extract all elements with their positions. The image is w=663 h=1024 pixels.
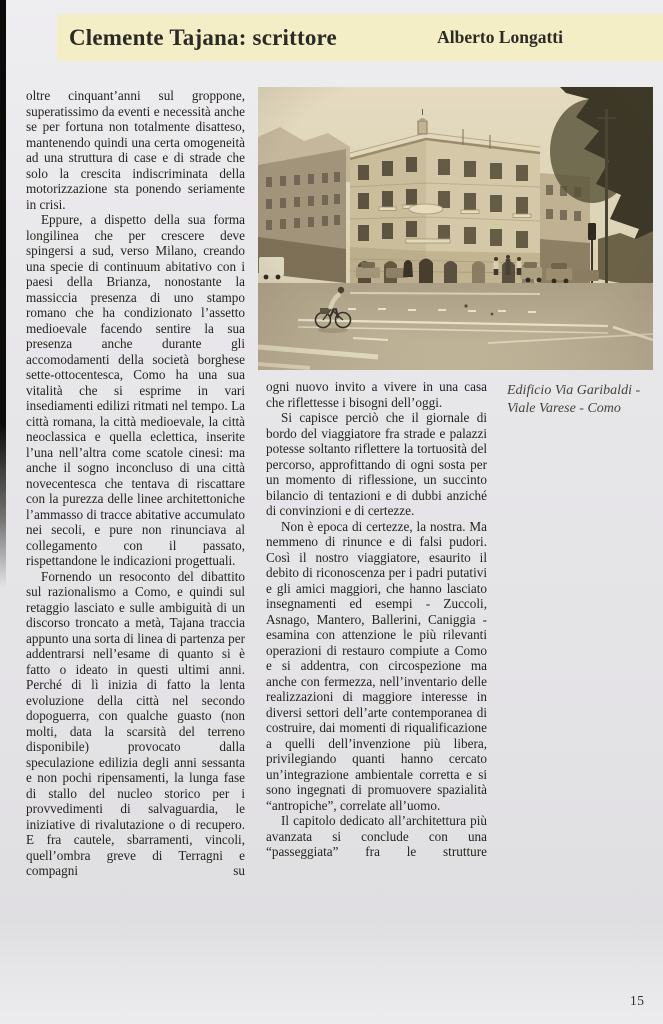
page-edge-shadow	[0, 0, 6, 588]
article-header	[57, 14, 663, 61]
paragraph: Si capisce perciò che il giornale di bordo del viaggiatore fra strade e palazzi potesse soltanto riflettere la tortuosità del percorso, approfittando di ogni sosta per un momento di riflessione, un succinto bilancio di tentazioni e di dubbi anziché di convinzioni e di certezze.	[266, 410, 487, 518]
photo-caption	[507, 382, 659, 418]
paragraph: Il capitolo dedicato all’architettura più avanzata si conclude con una “passeggiata” fra le strutture	[266, 813, 487, 859]
building-photo	[258, 87, 653, 370]
paragraph: Non è epoca di certezze, la nostra. Ma nemmeno di rinunce e di falsi pudori. Così il nostro viaggiatore, esaurito il debito di riconoscenza per i padri putativi e gli amici maggiori, che hanno lasciato insegnamenti ed esempi - Zuccoli, Asnago, Mantero, Ballerini, Caniggia - esamina con attenzione le più rilevanti operazioni di restauro compiute a Como e si addentra, con circospezione ma anche con fermezza, nell’inventario delle realizzazioni di maggiore interesse in diversi settori dell’arte contemporanea di costruire, dai momenti di riqualificazione a quelli dell’invenzione più libera, privilegiando quanti hanno cercato un’integrazione ambientale corretta e si sono ingegnati di promuovere spazialità “antropiche”, correlate all’uomo.	[266, 518, 487, 813]
article-title: Clemente Tajana: scrittore	[69, 25, 337, 50]
paragraph: Fornendo un resoconto del dibattito sul razionalismo a Como, e quindi sul retaggio lasciato e sulle ambiguità di un discorso troncato a metà, Tajana traccia appunto una sorta di linea di partenza per addentrarsi nell’esame di quanto si è fatto o ideato in questi ultimi anni. Perché di lì inizia di fatto la lenta evoluzione della città nel secondo dopoguerra, con qualche guasto (non molti, data la scarsità del terreno disponibile) provocato dalla speculazione edilizia degli anni sessanta e non pochi ripensamenti, la lunga fase di stallo del nucleo storico per i provvedimenti di salvaguardia, le iniziative di rivalutazione o di recupero. E fra cautele, sbarramenti, vincoli, quell’ombra greve di Terragni e compagni su	[26, 568, 245, 878]
building-photo-illustration	[258, 87, 653, 370]
caption-line-1: Edificio Via Garibaldi -	[507, 383, 641, 398]
article-author: Alberto Longatti	[437, 27, 563, 47]
left-text-column	[26, 88, 245, 879]
caption-line-2: Viale Varese - Como	[507, 401, 621, 416]
page-number: 15	[630, 993, 645, 1008]
paragraph: ogni nuovo invito a vivere in una casa che riflettesse i bisogni dell’oggi.	[266, 379, 487, 410]
right-text-column	[266, 379, 487, 860]
paragraph: oltre cinquant’anni sul groppone, superatissimo da eventi e necessità anche se per fortuna non totalmente disatteso, mantenendo quindi una certa omogeneità ad una struttura di case e di strade che solo la crescita indiscriminata della motorizzazione sta ponendo seriamente in crisi.	[26, 88, 245, 212]
paragraph: Eppure, a dispetto della sua forma longilinea che per crescere deve spingersi a sud, verso Milano, creando una specie di continuum abitativo con i paesi della Brianza, nonostante la massiccia presenza di uno stampo romano che ha condizionato l’assetto medioevale facendo sentire la sua presenza anche durante gli accomodamenti della società borghese sette-ottocentesca, Como ha una sua vitalità che si esprime in vari insediamenti edilizi ritmati nel tempo. La città romana, la città medioevale, la città neoclassica e quella eclettica, inserite l’una nell’altra come scatole cinesi: ma anche il sogno inconcluso di una città novecentesca che tentava di riscattare con la purezza delle linee architettoniche l’ammasso di tracce abitative accumulato nei secoli, e pure non rinunciava al collegamento con il passato, rispettandone le indicazioni progettuali.	[26, 212, 245, 568]
